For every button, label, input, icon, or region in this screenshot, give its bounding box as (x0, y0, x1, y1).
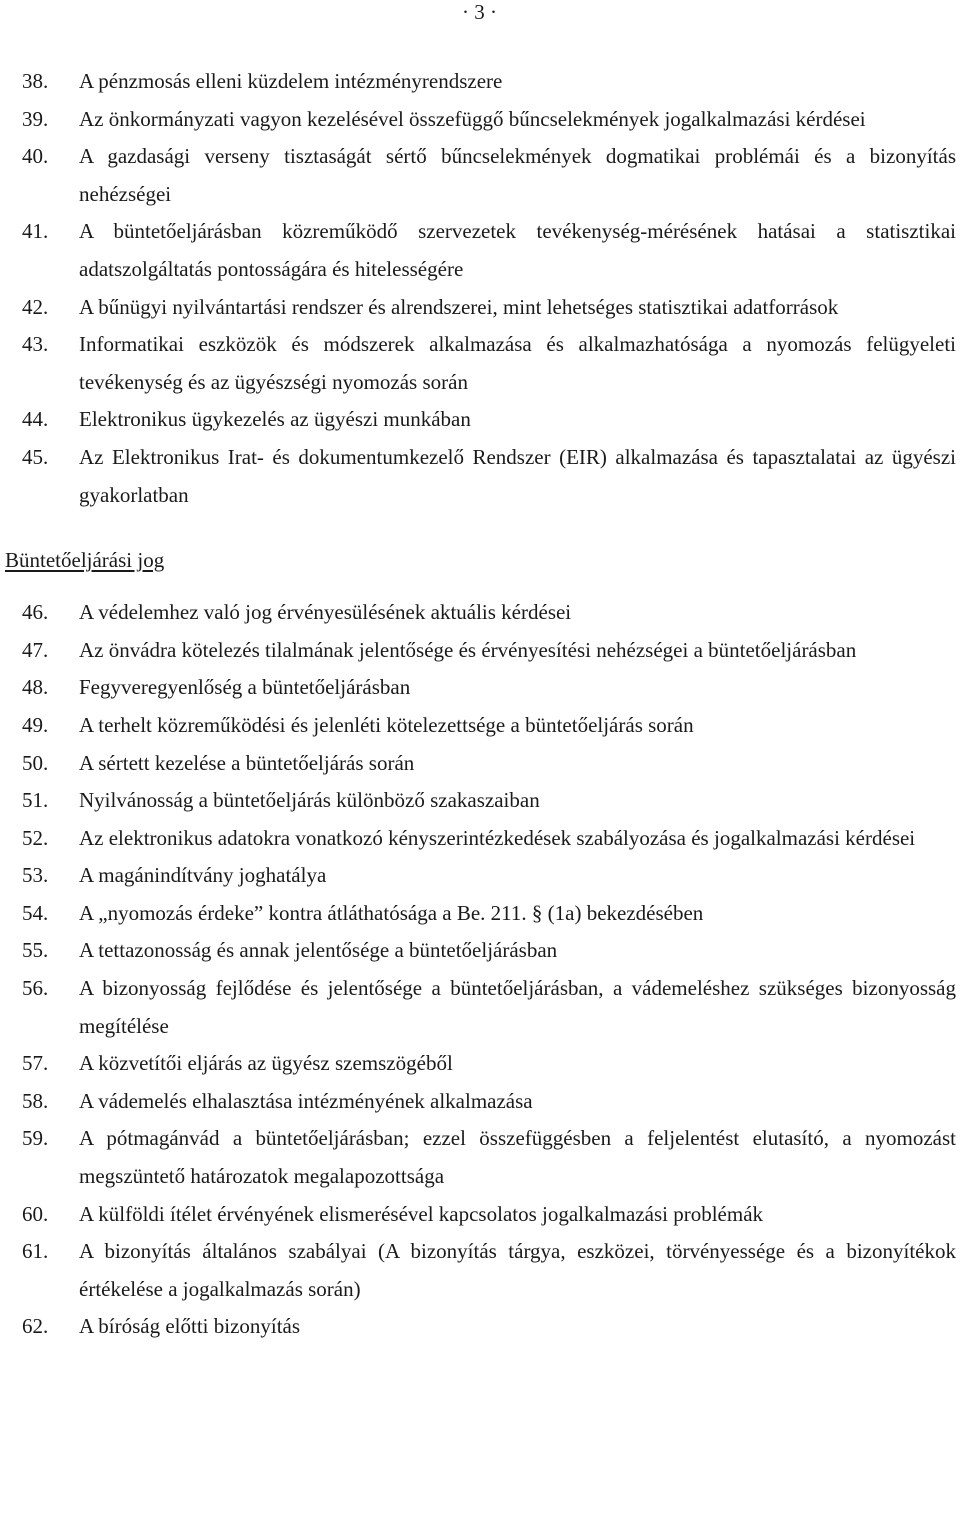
topic-list-2 (22, 594, 956, 1346)
item-text: Az elektronikus adatokra vonatkozó kényszerintézkedések szabályozása és jogalkalmazási kérdései (79, 825, 916, 850)
item-text: A pénzmosás elleni küzdelem intézményrendszere (79, 69, 503, 93)
item-number: 44. (22, 407, 49, 432)
item-text: A bizonyítás általános szabályai (A bizonyítás tárgya, eszközei, törvényessége és a bizonyítékok értékelése a jogalkalmazás során) (79, 1239, 956, 1301)
item-text: A külföldi ítélet érvényének elismerésével kapcsolatos jogalkalmazási problémák (79, 1201, 764, 1226)
list-item (22, 289, 956, 327)
item-number: 42. (22, 294, 49, 319)
item-number: 51. (22, 788, 49, 813)
list-item (22, 745, 956, 783)
item-number: 57. (22, 1051, 49, 1076)
list-item (22, 439, 956, 514)
item-number: 54. (22, 900, 49, 925)
item-number: 59. (22, 1126, 49, 1151)
item-text: A közvetítői eljárás az ügyész szemszögéből (79, 1051, 453, 1076)
item-number: 55. (22, 938, 49, 963)
item-text: Az Elektronikus Irat- és dokumentumkezelő Rendszer (EIR) alkalmazása és tapasztalatai az ügyészi gyakorlatban (79, 444, 956, 507)
list-item (22, 820, 956, 858)
list-item (22, 1083, 956, 1121)
item-number: 39. (22, 106, 49, 131)
item-text: Elektronikus ügykezelés az ügyészi munkában (79, 407, 471, 432)
list-item (22, 594, 956, 632)
item-text: A büntetőeljárásban közreműködő szervezetek tevékenység-mérésének hatásai a statisztikai adatszolgáltatás pontosságára és hitelességére (79, 219, 956, 281)
item-text: A magánindítvány joghatálya (79, 863, 327, 888)
item-number: 50. (22, 750, 49, 775)
topic-list-1 (22, 63, 956, 514)
item-text: A „nyomozás érdeke” kontra átláthatósága a Be. 211. § (1a) bekezdésében (79, 900, 704, 925)
item-number: 41. (22, 219, 49, 244)
item-number: 49. (22, 712, 49, 737)
item-text: Nyilvánosság a büntetőeljárás különböző szakaszaiban (79, 788, 540, 813)
item-text: A sértett kezelése a büntetőeljárás során (79, 750, 415, 775)
page-number: · 3 · (462, 0, 497, 24)
item-number: 40. (22, 144, 49, 169)
item-number: 58. (22, 1088, 49, 1113)
list-item (22, 1233, 956, 1308)
list-item (22, 632, 956, 670)
item-number: 60. (22, 1201, 49, 1226)
list-item (22, 782, 956, 820)
item-text: Az önkormányzati vagyon kezelésével összefüggő bűncselekmények jogalkalmazási kérdései (79, 106, 866, 131)
list-item (22, 401, 956, 439)
item-text: A bíróság előtti bizonyítás (79, 1314, 301, 1339)
item-number: 61. (22, 1239, 49, 1264)
item-number: 45. (22, 444, 49, 469)
item-number: 53. (22, 863, 49, 888)
item-number: 43. (22, 332, 49, 357)
item-text: Fegyveregyenlőség a büntetőeljárásban (79, 675, 411, 700)
list-item (22, 970, 956, 1045)
item-number: 38. (22, 69, 49, 93)
list-item (22, 63, 956, 101)
item-text: A védelemhez való jog érvényesülésének aktuális kérdései (79, 600, 572, 625)
item-text: A bűnügyi nyilvántartási rendszer és alrendszerei, mint lehetséges statisztikai adatforrások (79, 294, 839, 319)
list-item (22, 1308, 956, 1346)
item-text: Az önvádra kötelezés tilalmának jelentősége és érvényesítési nehézségei a büntetőeljárásban (79, 637, 857, 662)
item-text: Informatikai eszközök és módszerek alkalmazása és alkalmazhatósága a nyomozás felügyeleti tevékenység és az ügyészségi nyomozás során (79, 332, 956, 394)
list-item (22, 326, 956, 401)
item-number: 56. (22, 976, 49, 1001)
item-text: A vádemelés elhalasztása intézményének alkalmazása (79, 1088, 533, 1113)
list-item (22, 707, 956, 745)
item-number: 48. (22, 675, 49, 700)
item-text: A bizonyosság fejlődése és jelentősége a büntetőeljárásban, a vádemeléshez szükséges bizonyosság megítélése (79, 976, 956, 1038)
list-item (22, 669, 956, 707)
list-item (22, 932, 956, 970)
item-number: 52. (22, 825, 49, 850)
list-item (22, 213, 956, 288)
list-item (22, 1120, 956, 1195)
document-body (5, 63, 956, 1346)
section-heading: Büntetőeljárási jog (5, 548, 165, 573)
list-item (22, 895, 956, 933)
item-text: A pótmagánvád a büntetőeljárásban; ezzel összefüggésben a feljelentést elutasító, a nyomozást megszüntető határozatok megalapozottsága (79, 1126, 956, 1189)
list-item (22, 1196, 956, 1234)
list-item (22, 1045, 956, 1083)
list-item (22, 138, 956, 213)
list-item (22, 857, 956, 895)
list-item (22, 101, 956, 139)
item-number: 47. (22, 637, 49, 662)
item-text: A tettazonosság és annak jelentősége a büntetőeljárásban (79, 938, 558, 963)
item-text: A gazdasági verseny tisztaságát sértő bűncselekmények dogmatikai problémái és a bizonyítás nehézségei (79, 144, 956, 206)
item-text: A terhelt közreműködési és jelenléti kötelezettsége a büntetőeljárás során (79, 712, 694, 737)
item-number: 46. (22, 600, 49, 625)
item-number: 62. (22, 1314, 49, 1339)
